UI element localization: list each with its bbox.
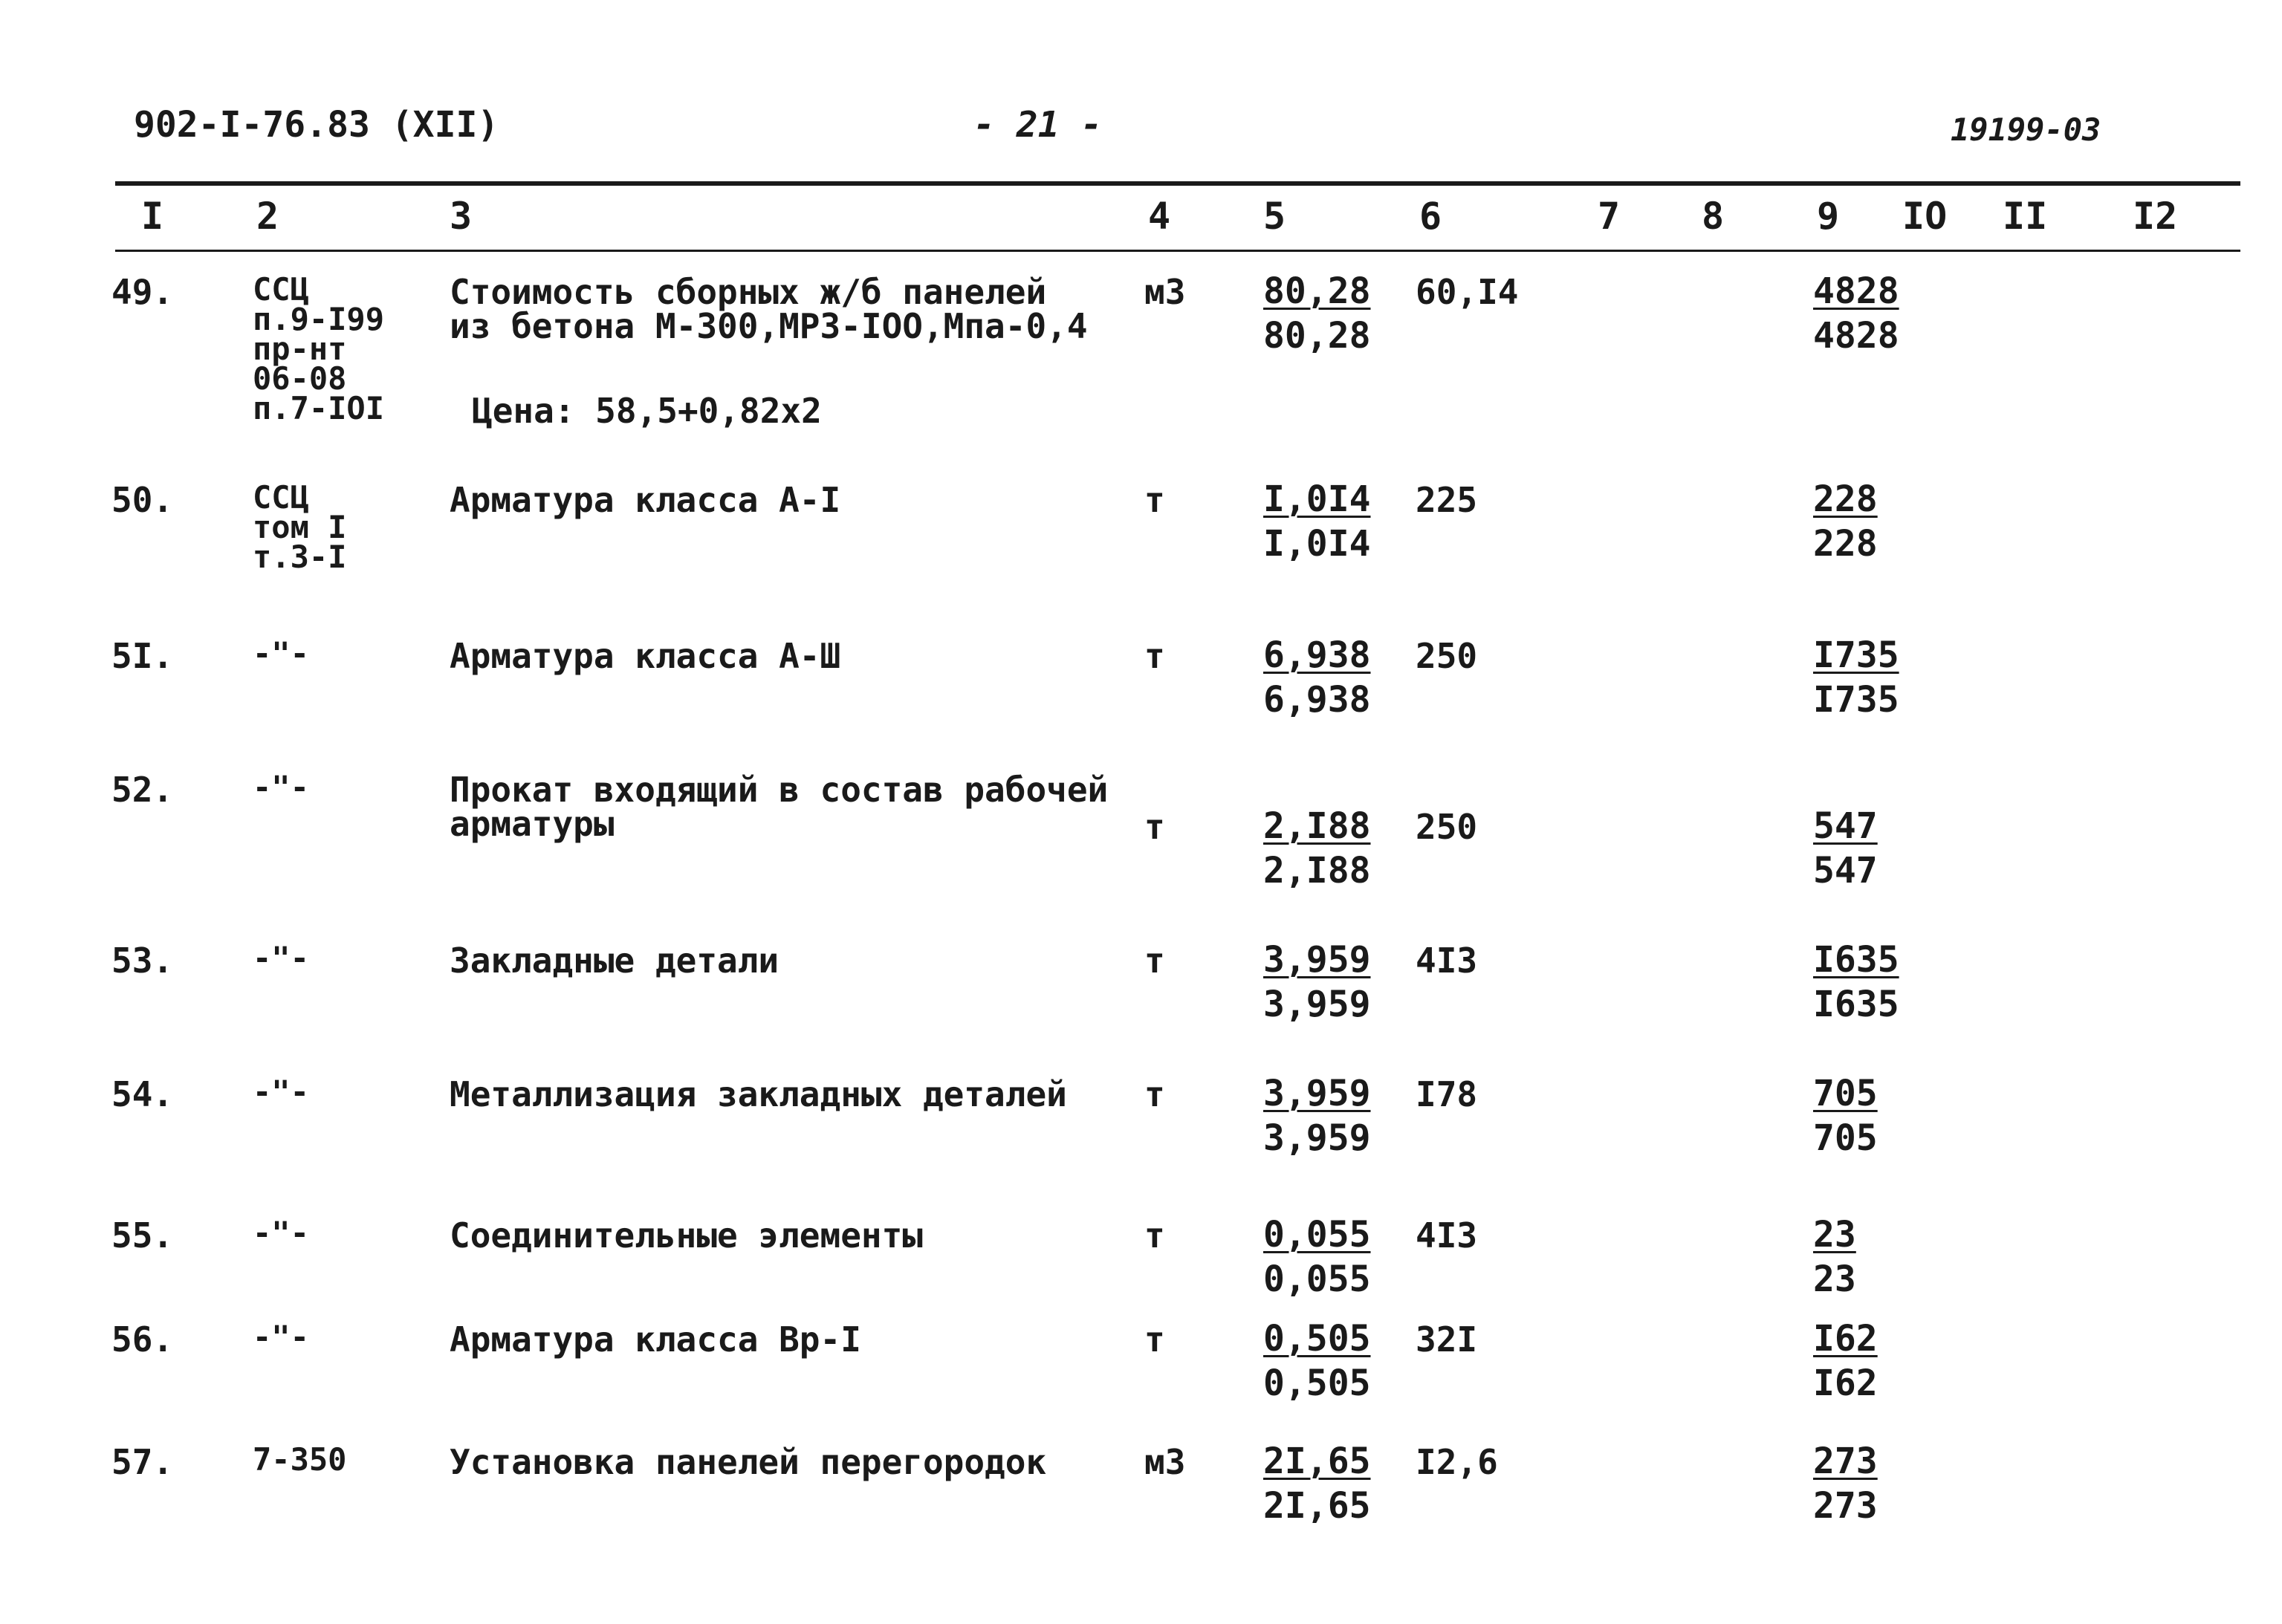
row-quantity [1263,938,1371,1027]
row-number: 56. [111,1319,174,1360]
row-sum [1813,633,1899,722]
row-quantity [1263,477,1371,566]
reference-line: -"- [253,1319,309,1355]
sum-unit-value: 23 [1813,1258,1856,1300]
sum-unit-value: I635 [1813,984,1899,1025]
row-number: 5I. [111,636,174,676]
description-line: Прокат входящий в состав рабочей [450,770,1109,810]
description-line: арматуры [450,804,615,844]
quantity-unit-value: I,0I4 [1263,523,1371,565]
row-reference [253,271,385,426]
sum-unit-value: 705 [1813,1117,1878,1159]
sum-unit-value: I735 [1813,679,1899,721]
row-description [450,770,1109,844]
row-unit: т [1144,807,1165,847]
row-number: 52. [111,770,174,810]
quantity-total: 2,I88 [1263,805,1371,847]
row-reference [253,635,309,672]
row-reference [253,1319,309,1355]
quantity-unit-value: 3,959 [1263,1117,1371,1159]
row-sum [1813,477,1878,566]
row-sum [1813,938,1899,1027]
description-line: Стоимость сборных ж/б панелей [450,272,1047,312]
row-price: I2,6 [1416,1442,1498,1482]
document-code: 902-I-76.83 (XII) [134,104,499,146]
row-price: 4I3 [1416,941,1478,981]
row-sum [1813,1439,1878,1528]
row-number: 50. [111,480,174,520]
reference-line: -"- [253,1215,309,1251]
row-price: I78 [1416,1074,1478,1114]
reference-line: 06-08 [253,360,347,397]
quantity-total: 0,055 [1263,1214,1371,1256]
quantity-total: 3,959 [1263,1073,1371,1114]
sum-total: 547 [1813,805,1878,847]
header-rule-bottom [115,250,2240,252]
quantity-total: 2I,65 [1263,1441,1371,1482]
row-quantity [1263,804,1371,893]
quantity-unit-value: 80,28 [1263,315,1371,357]
row-reference [253,1441,347,1478]
column-number: IO [1902,195,1948,238]
quantity-total: 6,938 [1263,634,1371,676]
reference-line: пр-нт [253,331,347,367]
quantity-unit-value: 2,I88 [1263,850,1371,891]
row-description [450,1215,923,1256]
reference-line: п.7-IOI [253,390,385,426]
quantity-unit-value: 6,938 [1263,679,1371,721]
row-unit: т [1144,480,1165,520]
column-number: I [141,195,164,238]
description-line: Закладные детали [450,941,779,981]
quantity-total: I,0I4 [1263,478,1371,520]
row-sum [1813,804,1878,893]
sum-total: 705 [1813,1073,1878,1114]
sum-total: I735 [1813,634,1899,676]
row-description [450,636,841,676]
row-number: 57. [111,1442,174,1482]
column-number: 9 [1817,195,1840,238]
description-line: Установка панелей перегородок [450,1442,1047,1482]
row-unit: м3 [1144,1442,1186,1482]
description-line: Металлизация закладных деталей [450,1074,1067,1114]
row-description [450,1074,1067,1114]
reference-line: -"- [253,769,309,805]
reference-line: т.3-I [253,539,347,575]
row-sum [1813,269,1899,358]
price-note: Цена: 58,5+0,82х2 [472,391,822,431]
description-line: Арматура класса А-Ш [450,636,841,676]
column-number: 6 [1419,195,1442,238]
row-reference [253,940,309,976]
column-number: 4 [1148,195,1171,238]
description-line: Арматура класса А-I [450,480,841,520]
row-description [450,480,841,520]
row-sum [1813,1316,1878,1406]
row-price: 250 [1416,807,1478,847]
row-reference [253,1074,309,1110]
reference-line: -"- [253,635,309,672]
description-line: Арматура класса Вр-I [450,1319,861,1360]
row-unit: т [1144,636,1165,676]
quantity-unit-value: 3,959 [1263,984,1371,1025]
row-reference [253,1215,309,1251]
row-quantity [1263,633,1371,722]
header-rule-top [115,181,2240,186]
sum-unit-value: 4828 [1813,315,1899,357]
row-unit: т [1144,941,1165,981]
row-quantity [1263,1071,1371,1160]
row-description [450,1319,861,1360]
row-unit: т [1144,1319,1165,1360]
reference-line: ССЦ [253,271,309,308]
row-number: 54. [111,1074,174,1114]
reference-line: том I [253,509,347,545]
quantity-total: 80,28 [1263,270,1371,312]
column-number: 5 [1263,195,1286,238]
sum-total: I62 [1813,1318,1878,1360]
page-number: - 21 - [973,104,1103,146]
column-number: 7 [1598,195,1621,238]
sum-unit-value: 228 [1813,523,1878,565]
column-number: I2 [2133,195,2178,238]
sum-total: 228 [1813,478,1878,520]
row-price: 250 [1416,636,1478,676]
quantity-total: 3,959 [1263,939,1371,981]
row-unit: т [1144,1215,1165,1256]
reference-line: -"- [253,940,309,976]
reference-line: п.9-I99 [253,301,385,337]
sum-total: 23 [1813,1214,1856,1256]
column-number: 3 [450,195,473,238]
sum-unit-value: 547 [1813,850,1878,891]
row-number: 53. [111,941,174,981]
column-number: II [2003,195,2048,238]
row-unit: м3 [1144,272,1186,312]
description-line: из бетона М-300,МРЗ-IOO,Мпа-0,4 [450,306,1088,346]
row-description [450,941,779,981]
sum-total: I635 [1813,939,1899,981]
reference-line: -"- [253,1074,309,1110]
row-sum [1813,1212,1856,1302]
quantity-total: 0,505 [1263,1318,1371,1360]
quantity-unit-value: 0,505 [1263,1362,1371,1404]
row-sum [1813,1071,1878,1160]
sum-unit-value: I62 [1813,1362,1878,1404]
row-price: 225 [1416,480,1478,520]
row-number: 49. [111,272,174,312]
quantity-unit-value: 2I,65 [1263,1485,1371,1527]
quantity-unit-value: 0,055 [1263,1258,1371,1300]
row-description [450,272,1088,346]
reference-line: ССЦ [253,479,309,516]
row-description [450,1442,1047,1482]
row-price: 60,I4 [1416,272,1519,312]
sum-total: 4828 [1813,270,1899,312]
row-price: 4I3 [1416,1215,1478,1256]
column-number: 8 [1702,195,1725,238]
column-number: 2 [256,195,279,238]
row-number: 55. [111,1215,174,1256]
row-reference [253,769,309,805]
reference-line: 7-350 [253,1441,347,1478]
document-number: 19199-03 [1951,111,2101,148]
row-quantity [1263,1316,1371,1406]
row-quantity [1263,1212,1371,1302]
sum-total: 273 [1813,1441,1878,1482]
description-line: Соединительные элементы [450,1215,923,1256]
row-quantity [1263,1439,1371,1528]
sum-unit-value: 273 [1813,1485,1878,1527]
row-quantity [1263,269,1371,358]
row-unit: т [1144,1074,1165,1114]
row-reference [253,479,347,575]
row-price: 32I [1416,1319,1478,1360]
